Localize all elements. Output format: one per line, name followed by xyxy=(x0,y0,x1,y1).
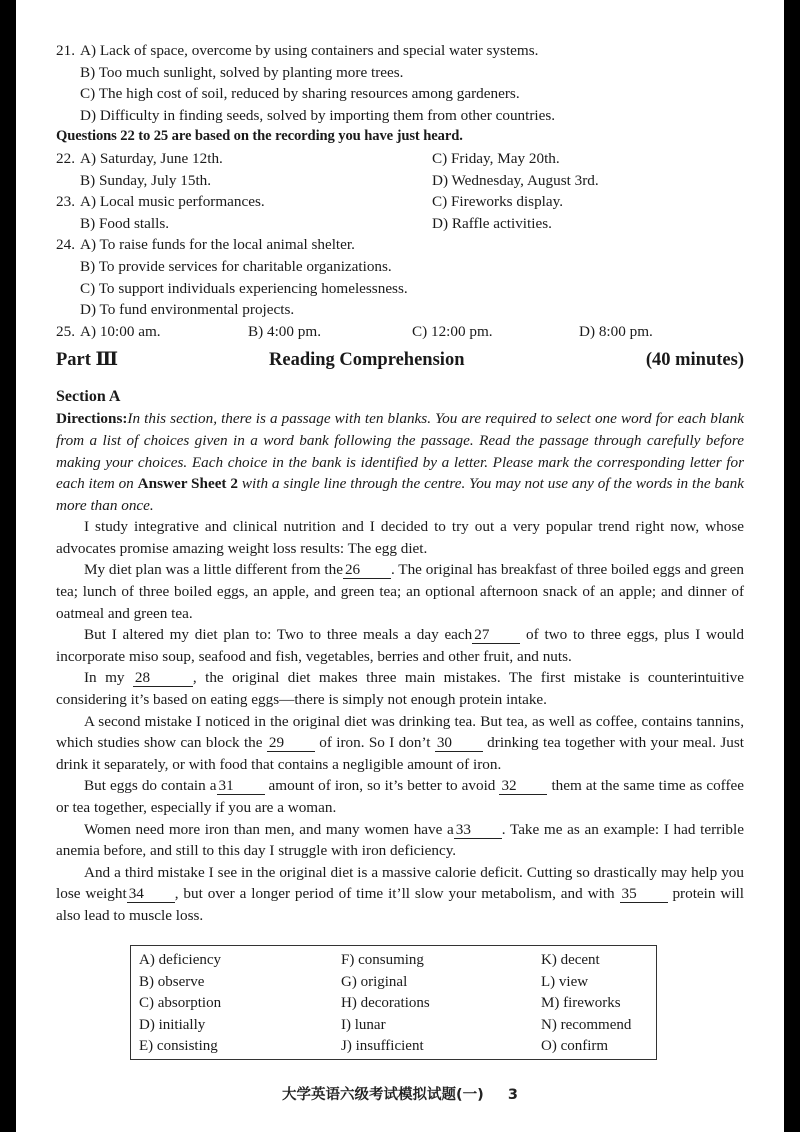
word-bank-item: I) lunar xyxy=(341,1016,386,1033)
word-bank-column-3 xyxy=(541,952,631,1060)
passage-paragraph-6: But eggs do contain a 31 amount of iron, so it’s better to avoid 32 them at the same time as coffee or tea together, especially if you are a woman. xyxy=(56,777,745,816)
word-bank-column-2 xyxy=(341,952,430,1060)
option-d: D) Raffle activities. xyxy=(432,214,552,232)
blank-32[interactable]: 32 xyxy=(499,778,547,795)
passage-paragraph-8: And a third mistake I see in the original diet is a massive calorie deficit. Cutting so drastically may help you lose weight 34 , but over a longer period of time it’ll slow your metabolism, and with 35 protein will also lead to muscle loss. xyxy=(56,863,744,924)
blank-35[interactable]: 35 xyxy=(620,886,668,903)
directions-label: Directions: xyxy=(56,410,128,428)
word-bank-item: L) view xyxy=(541,973,589,990)
option-b: B) Sunday, July 15th. xyxy=(80,171,212,189)
word-bank-item: J) insufficient xyxy=(341,1038,424,1055)
blank-33[interactable]: 33 xyxy=(454,822,502,839)
option-a: A) 10:00 am. xyxy=(80,322,161,340)
question-number: 25. xyxy=(56,322,75,340)
question-21 xyxy=(56,40,744,126)
option-c: C) 12:00 pm. xyxy=(412,322,493,340)
option-b: B) Too much sunlight, solved by planting more trees. xyxy=(80,63,404,81)
part-time: (40 minutes) xyxy=(645,350,744,371)
blank-28[interactable]: 28 xyxy=(133,670,193,687)
part-title: Reading Comprehension xyxy=(269,350,465,371)
option-a: A) Saturday, June 12th. xyxy=(80,149,223,167)
word-bank-item: C) absorption xyxy=(139,995,222,1012)
blank-30[interactable]: 30 xyxy=(435,735,483,752)
word-bank-item: E) consisting xyxy=(139,1038,218,1055)
question-24 xyxy=(56,234,744,320)
option-d: D) Wednesday, August 3rd. xyxy=(432,171,599,189)
passage-paragraph-3: But I altered my diet plan to: Two to three meals a day each 27 of two to three eggs, plus I would incorporate miso soup, seafood and fish, vegetables, berries and other fruit, and nuts. xyxy=(56,626,744,665)
question-22 xyxy=(56,148,744,191)
option-d: D) 8:00 pm. xyxy=(579,322,653,340)
option-b: B) To provide services for charitable organizations. xyxy=(80,257,392,275)
blank-26[interactable]: 26 xyxy=(343,562,391,579)
option-c: C) Friday, May 20th. xyxy=(432,149,560,167)
question-25 xyxy=(56,321,744,343)
question-number: 24. xyxy=(56,236,75,254)
option-c: C) The high cost of soil, reduced by sharing resources among gardeners. xyxy=(80,85,520,103)
word-bank-item: K) decent xyxy=(541,952,600,968)
passage-paragraph-1: I study integrative and clinical nutrition and I decided to try out a very popular trend right now, whose advocates promise amazing weight loss results: The egg diet. xyxy=(56,518,744,557)
word-bank-item: A) deficiency xyxy=(139,952,222,968)
option-d: D) To fund environmental projects. xyxy=(80,301,295,319)
section-title: Section A xyxy=(56,388,121,406)
word-bank xyxy=(130,945,657,1060)
word-bank-item: N) recommend xyxy=(541,1016,632,1033)
blank-29[interactable]: 29 xyxy=(267,735,315,752)
page-number: 3 xyxy=(507,1087,518,1103)
word-bank-column-1 xyxy=(139,952,221,1060)
word-bank-item: M) fireworks xyxy=(541,995,621,1012)
option-a: A) To raise funds for the local animal shelter. xyxy=(80,236,355,254)
question-number: 21. xyxy=(56,42,75,59)
word-bank-item: O) confirm xyxy=(541,1038,609,1055)
page-content xyxy=(56,40,744,927)
answer-sheet-ref: Answer Sheet 2 xyxy=(137,475,238,493)
part-header xyxy=(56,348,744,378)
question-23 xyxy=(56,191,744,234)
word-bank-item: G) original xyxy=(341,973,408,990)
option-b: B) 4:00 pm. xyxy=(248,322,321,340)
word-bank-item: D) initially xyxy=(139,1016,206,1033)
option-a: A) Local music performances. xyxy=(80,193,265,211)
page-footer xyxy=(16,1083,784,1104)
part-label: Part Ⅲ xyxy=(56,350,119,371)
option-c: C) To support individuals experiencing homelessness. xyxy=(80,279,408,297)
option-a: A) Lack of space, overcome by using containers and special water systems. xyxy=(80,42,539,59)
passage-paragraph-4: In my 28 , the original diet makes three main mistakes. The first mistake is counterintuitive considering it’s based on eating eggs—there is simply not enough protein intake. xyxy=(56,669,745,709)
blank-34[interactable]: 34 xyxy=(127,886,175,903)
question-number: 23. xyxy=(56,193,75,211)
option-d: D) Difficulty in finding seeds, solved by importing them from other countries. xyxy=(80,106,556,124)
question-number: 22. xyxy=(56,149,75,167)
footer-title: 大学英语六级考试模拟试题(一) xyxy=(282,1087,484,1103)
word-bank-item: F) consuming xyxy=(341,952,424,968)
blank-27[interactable]: 27 xyxy=(472,627,520,644)
exam-page xyxy=(16,0,784,1132)
option-c: C) Fireworks display. xyxy=(432,193,564,211)
passage-paragraph-2: My diet plan was a little different from the 26 . The original has breakfast of three boiled eggs and green tea; lunch of three boiled eggs, an apple, and green tea; an optional afternoon snack of an apple; and dinner of oatmeal and green tea. xyxy=(56,561,744,622)
word-bank-item: B) observe xyxy=(139,973,205,990)
instruction-22-25: Questions 22 to 25 are based on the recording you have just heard. xyxy=(56,128,463,145)
word-bank-item: H) decorations xyxy=(341,995,430,1012)
passage-paragraph-7: Women need more iron than men, and many women have a 33 . Take me as an example: I had terrible anemia before, and still to this day I struggle with iron deficiency. xyxy=(56,820,744,860)
passage-paragraph-5: A second mistake I noticed in the original diet was drinking tea. But tea, as well as coffee, contains tannins, which studies show can block the 29 of iron. So I don’t 30 drinking tea together with your meal. Just drink it separately, or with food that contains a negligible amount of iron. xyxy=(56,712,745,773)
directions: Directions:In this section, there is a passage with ten blanks. You are required to select one word for each blank from a list of choices given in a word bank following the passage. Read the passage through carefully before making your choices. Each choice in the bank is identified by a letter. Please mark the corresponding letter for each item on Answer Sheet 2 with a single line through the centre. You may not use any of the words in the bank more than once. xyxy=(56,410,744,514)
blank-31[interactable]: 31 xyxy=(217,778,265,795)
option-b: B) Food stalls. xyxy=(80,214,170,232)
